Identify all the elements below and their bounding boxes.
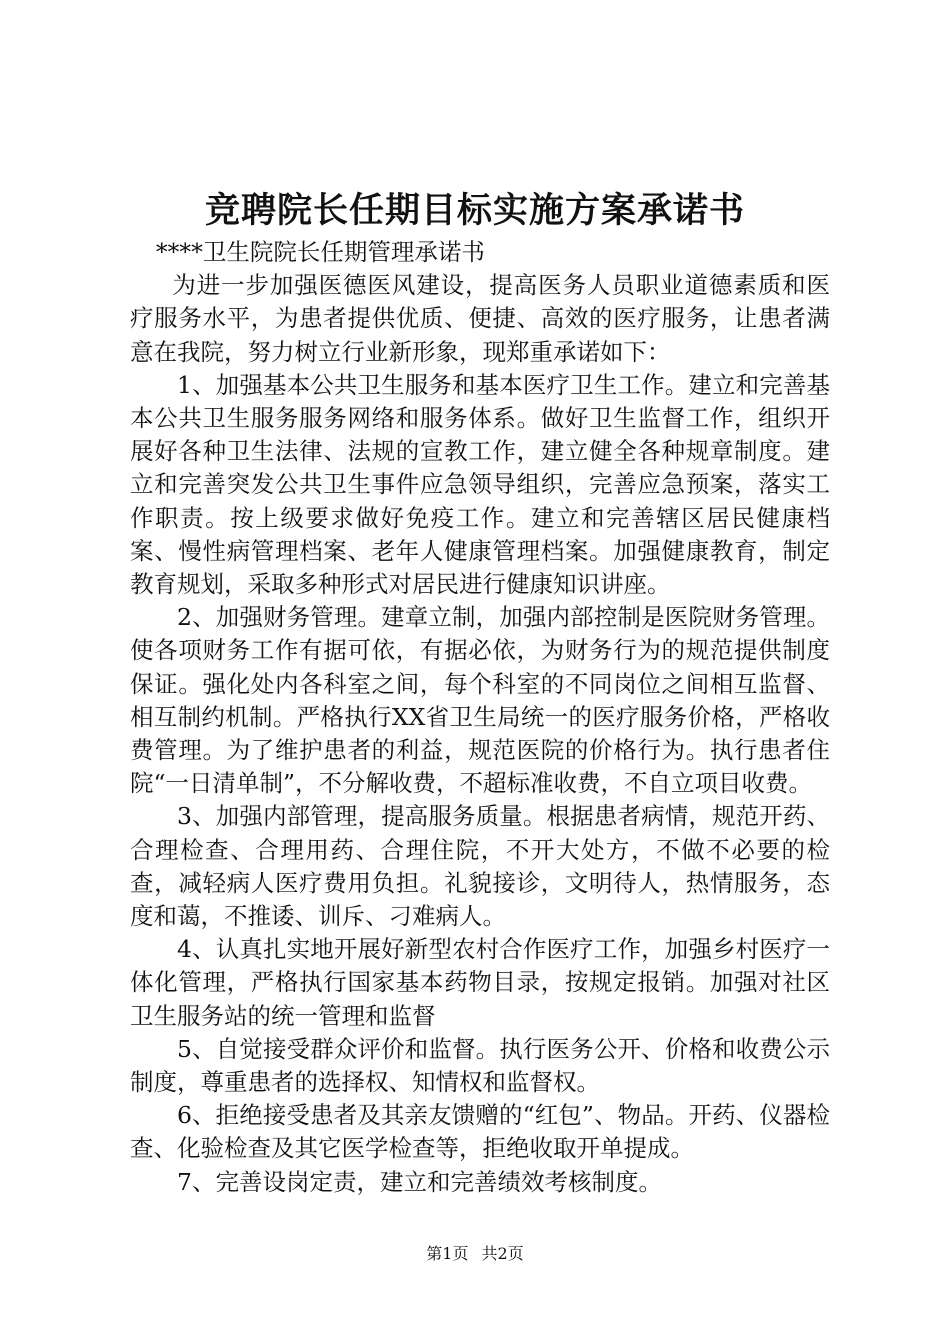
paragraph-item-3: 3、加强内部管理，提高服务质量。根据患者病情，规范开药、合理检查、合理用药、合理住院，不开大处方，不做不必要的检查，减轻病人医疗费用负担。礼貌接诊，文明待人，热情服务，态度和蔼，不推诿、训斥、刁难病人。	[130, 802, 830, 931]
document-subtitle: ****卫生院院长任期管理承诺书	[155, 238, 485, 266]
document-body	[130, 236, 830, 1199]
paragraph-item-4: 4、认真扎实地开展好新型农村合作医疗工作，加强乡村医疗一体化管理，严格执行国家基本药物目录，按规定报销。加强对社区卫生服务站的统一管理和监督	[130, 935, 830, 1030]
paragraph-intro: 为进一步加强医德医风建设，提高医务人员职业道德素质和医疗服务水平，为患者提供优质、便捷、高效的医疗服务，让患者满意在我院，努力树立行业新形象，现郑重承诺如下：	[130, 271, 830, 366]
page-number-total: 共2页	[481, 1244, 524, 1263]
paragraph-item-1: 1、加强基本公共卫生服务和基本医疗卫生工作。建立和完善基本公共卫生服务服务网络和服务体系。做好卫生监督工作，组织开展好各种卫生法律、法规的宣教工作，建立健全各种规章制度。建立和完善突发公共卫生事件应急领导组织，完善应急预案，落实工作职责。按上级要求做好免疫工作。建立和完善辖区居民健康档案、慢性病管理档案、老年人健康管理档案。加强健康教育，制定教育规划，采取多种形式对居民进行健康知识讲座。	[130, 370, 830, 599]
paragraph-item-2: 2、加强财务管理。建章立制，加强内部控制是医院财务管理。使各项财务工作有据可依，有据必依，为财务行为的规范提供制度保证。强化处内各科室之间，每个科室的不同岗位之间相互监督、相互制约机制。严格执行XX省卫生局统一的医疗服务价格，严格收费管理。为了维护患者的利益，规范医院的价格行为。执行患者住院“一日清单制”，不分解收费，不超标准收费，不自立项目收费。	[130, 603, 830, 798]
paragraph-item-5: 5、自觉接受群众评价和监督。执行医务公开、价格和收费公示制度，尊重患者的选择权、知情权和监督权。	[130, 1034, 830, 1097]
document-title: 竞聘院长任期目标实施方案承诺书	[204, 190, 745, 231]
paragraph-item-7: 7、完善设岗定责，建立和完善绩效考核制度。	[177, 1167, 662, 1196]
page-number-current: 第1页	[426, 1244, 469, 1263]
page-footer	[0, 1244, 950, 1264]
paragraph-item-6: 6、拒绝接受患者及其亲友馈赠的“红包”、物品。开药、仪器检查、化验检查及其它医学检查等，拒绝收取开单提成。	[130, 1101, 830, 1163]
